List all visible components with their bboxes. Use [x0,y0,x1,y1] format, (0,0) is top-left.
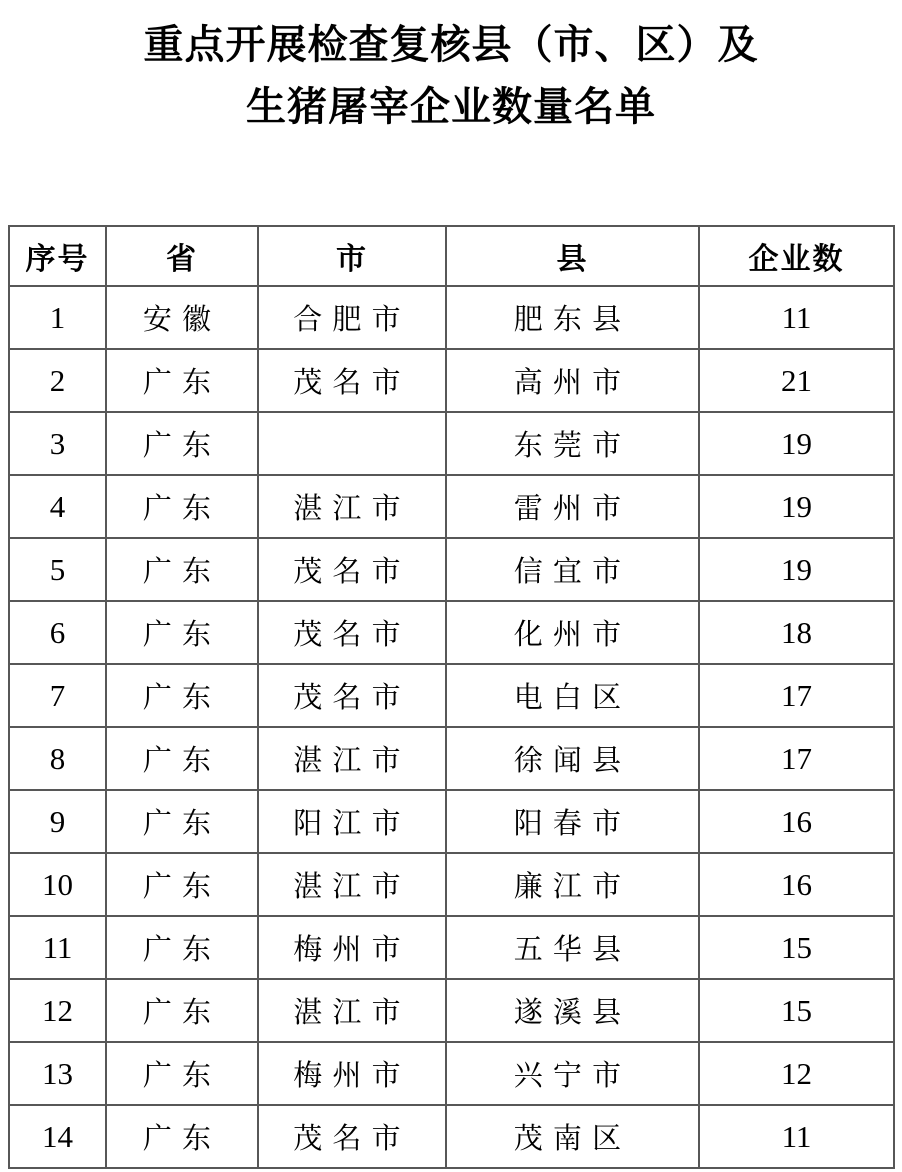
cell-province: 广东 [106,538,258,601]
cell-county: 化州市 [446,601,699,664]
cell-county: 兴宁市 [446,1042,699,1105]
page-title-line1: 重点开展检查复核县（市、区）及 [143,22,759,67]
cell-index: 5 [9,538,106,601]
table-row [9,1105,894,1168]
cell-county: 茂南区 [446,1105,699,1168]
cell-province: 广东 [106,790,258,853]
cell-index: 3 [9,412,106,475]
cell-index: 7 [9,664,106,727]
cell-city: 梅州市 [258,1042,446,1105]
cell-city: 合肥市 [258,286,446,349]
cell-count: 19 [699,475,894,538]
cell-province: 广东 [106,853,258,916]
table-row [9,853,894,916]
header-county: 县 [446,226,699,286]
cell-count: 12 [699,1042,894,1105]
table-row [9,412,894,475]
table-header [9,226,894,286]
cell-index: 14 [9,1105,106,1168]
cell-county: 信宜市 [446,538,699,601]
cell-count: 17 [699,664,894,727]
page-title [0,14,902,138]
cell-index: 8 [9,727,106,790]
header-count: 企业数 [699,226,894,286]
cell-index: 11 [9,916,106,979]
cell-index: 2 [9,349,106,412]
cell-city: 湛江市 [258,727,446,790]
cell-city: 阳江市 [258,790,446,853]
cell-county: 廉江市 [446,853,699,916]
cell-county: 五华县 [446,916,699,979]
table-row [9,727,894,790]
cell-province: 广东 [106,601,258,664]
cell-index: 12 [9,979,106,1042]
table-row [9,601,894,664]
cell-count: 16 [699,853,894,916]
cell-city [258,412,446,475]
cell-count: 15 [699,916,894,979]
cell-city: 茂名市 [258,664,446,727]
cell-index: 1 [9,286,106,349]
page-title-line2: 生猪屠宰企业数量名单 [246,84,656,129]
table-row [9,979,894,1042]
cell-province: 广东 [106,412,258,475]
cell-index: 10 [9,853,106,916]
cell-index: 6 [9,601,106,664]
cell-county: 雷州市 [446,475,699,538]
table-row [9,664,894,727]
header-index: 序号 [9,226,106,286]
cell-count: 19 [699,412,894,475]
cell-county: 阳春市 [446,790,699,853]
cell-count: 11 [699,286,894,349]
cell-city: 茂名市 [258,601,446,664]
table-row [9,790,894,853]
cell-index: 13 [9,1042,106,1105]
table-row [9,475,894,538]
cell-count: 19 [699,538,894,601]
cell-province: 广东 [106,979,258,1042]
cell-province: 广东 [106,1105,258,1168]
cell-index: 4 [9,475,106,538]
header-city: 市 [258,226,446,286]
table-row [9,1042,894,1105]
cell-province: 广东 [106,727,258,790]
cell-count: 18 [699,601,894,664]
cell-index: 9 [9,790,106,853]
cell-province: 广东 [106,349,258,412]
cell-count: 17 [699,727,894,790]
cell-county: 肥东县 [446,286,699,349]
cell-county: 东莞市 [446,412,699,475]
header-province: 省 [106,226,258,286]
table-row [9,349,894,412]
cell-city: 茂名市 [258,538,446,601]
cell-count: 15 [699,979,894,1042]
table-row [9,286,894,349]
cell-city: 梅州市 [258,916,446,979]
cell-city: 湛江市 [258,853,446,916]
cell-province: 广东 [106,664,258,727]
cell-province: 广东 [106,916,258,979]
table-row [9,538,894,601]
cell-county: 电白区 [446,664,699,727]
cell-count: 16 [699,790,894,853]
cell-province: 广东 [106,475,258,538]
enterprise-count-table [8,225,895,1169]
cell-county: 遂溪县 [446,979,699,1042]
table-body [9,286,894,1168]
cell-count: 11 [699,1105,894,1168]
cell-city: 湛江市 [258,475,446,538]
cell-province: 安徽 [106,286,258,349]
cell-city: 湛江市 [258,979,446,1042]
table-header-row [9,226,894,286]
cell-county: 徐闻县 [446,727,699,790]
cell-province: 广东 [106,1042,258,1105]
cell-city: 茂名市 [258,1105,446,1168]
cell-county: 高州市 [446,349,699,412]
cell-city: 茂名市 [258,349,446,412]
cell-count: 21 [699,349,894,412]
table-row [9,916,894,979]
